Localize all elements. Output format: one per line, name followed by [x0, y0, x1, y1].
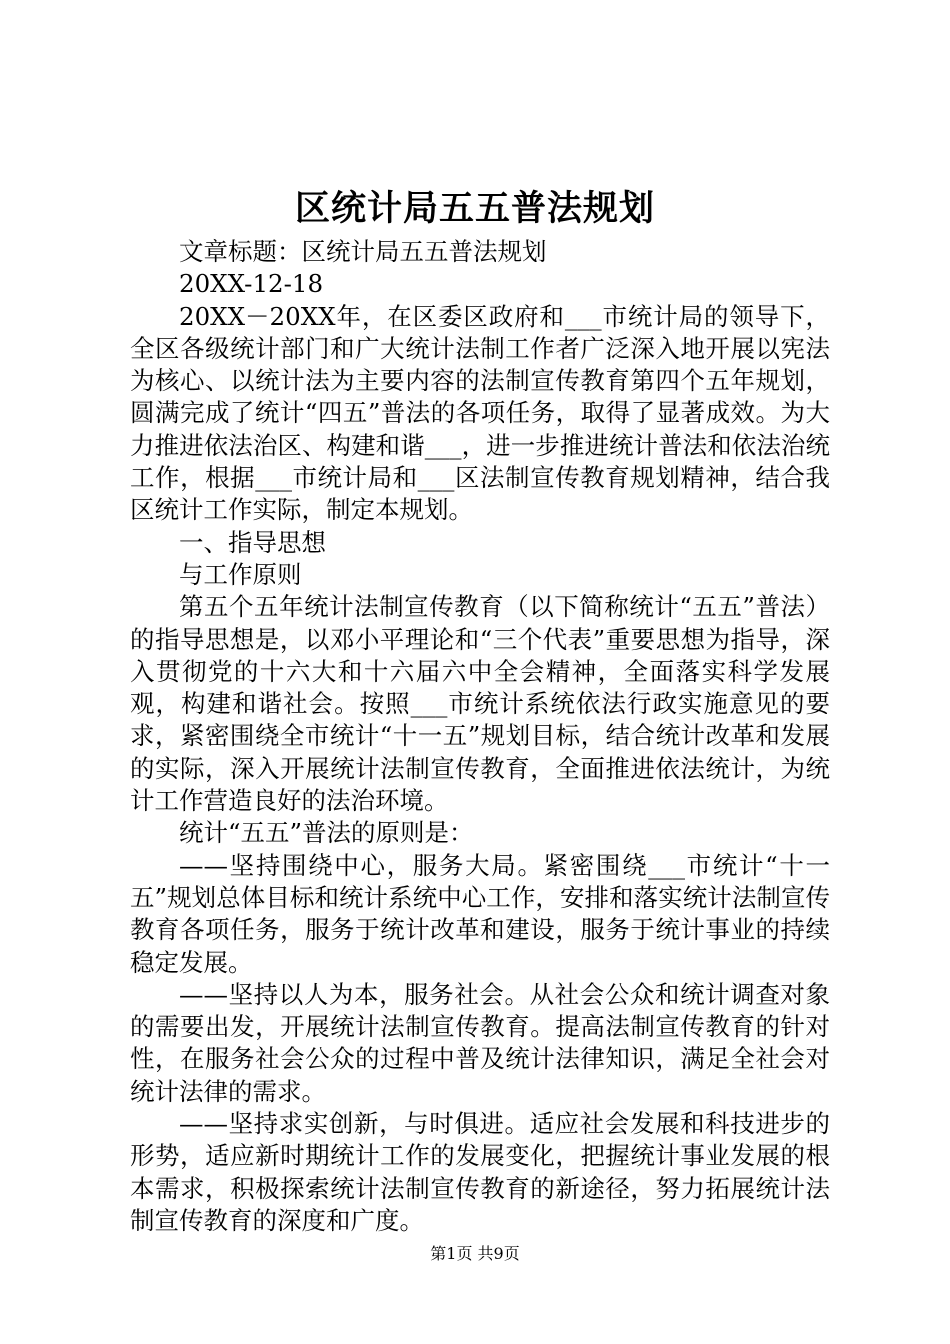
page-number-footer: 第1页 共9页 — [430, 1244, 520, 1263]
document-title: 区统计局五五普法规划 — [294, 188, 655, 229]
section-subheading: 与工作原则 — [179, 559, 302, 589]
principle-paragraph: ——坚持以人为本，服务社会。从社会公众和统计调查对象的需要出发，开展统计法制宣传教育。提高法制宣传教育的针对性，在服务社会公众的过程中普及统计法律知识，满足全社会对统计法律的需求。 — [130, 979, 830, 1106]
guiding-thought-paragraph: 第五个五年统计法制宣传教育（以下简称统计“五五”普法）的指导思想是，以邓小平理论和“三个代表”重要思想为指导，深入贯彻党的十六大和十六届六中全会精神，全面落实科学发展观，构建和谐社会。按照___市统计系统依法行政实施意见的要求，紧密围绕全市统计“十一五”规划目标，结合统计改革和发展的实际，深入开展统计法制宣传教育，全面推进依法统计，为统计工作营造良好的法治环境。 — [130, 592, 830, 816]
date-line: 20XX-12-18 — [179, 269, 324, 299]
intro-paragraph: 20XX－20XX年，在区委区政府和___市统计局的领导下，全区各级统计部门和广大统计法制工作者广泛深入地开展以宪法为核心、以统计法为主要内容的法制宣传教育第四个五年规划，圆满完成了统计“四五”普法的各项任务，取得了显著成效。为大力推进依法治区、构建和谐___，进一步推进统计普法和依法治统工作，根据___市统计局和___区法制宣传教育规划精神，结合我区统计工作实际，制定本规划。 — [130, 301, 830, 525]
principle-paragraph: ——坚持求实创新，与时俱进。适应社会发展和科技进步的形势，适应新时期统计工作的发展变化，把握统计事业发展的根本需求，积极探索统计法制宣传教育的新途径，努力拓展统计法制宣传教育的深度和广度。 — [130, 1109, 830, 1235]
document-body — [130, 236, 830, 1237]
article-title-line: 文章标题：区统计局五五普法规划 — [179, 237, 547, 266]
principle-paragraph: ——坚持围绕中心，服务大局。紧密围绕___市统计“十一五”规划总体目标和统计系统中心工作，安排和落实统计法制宣传教育各项任务，服务于统计改革和建设，服务于统计事业的持续稳定发展。 — [130, 850, 830, 977]
section-heading: 一、指导思想 — [179, 527, 326, 557]
principles-intro: 统计“五五”普法的原则是： — [179, 818, 474, 848]
